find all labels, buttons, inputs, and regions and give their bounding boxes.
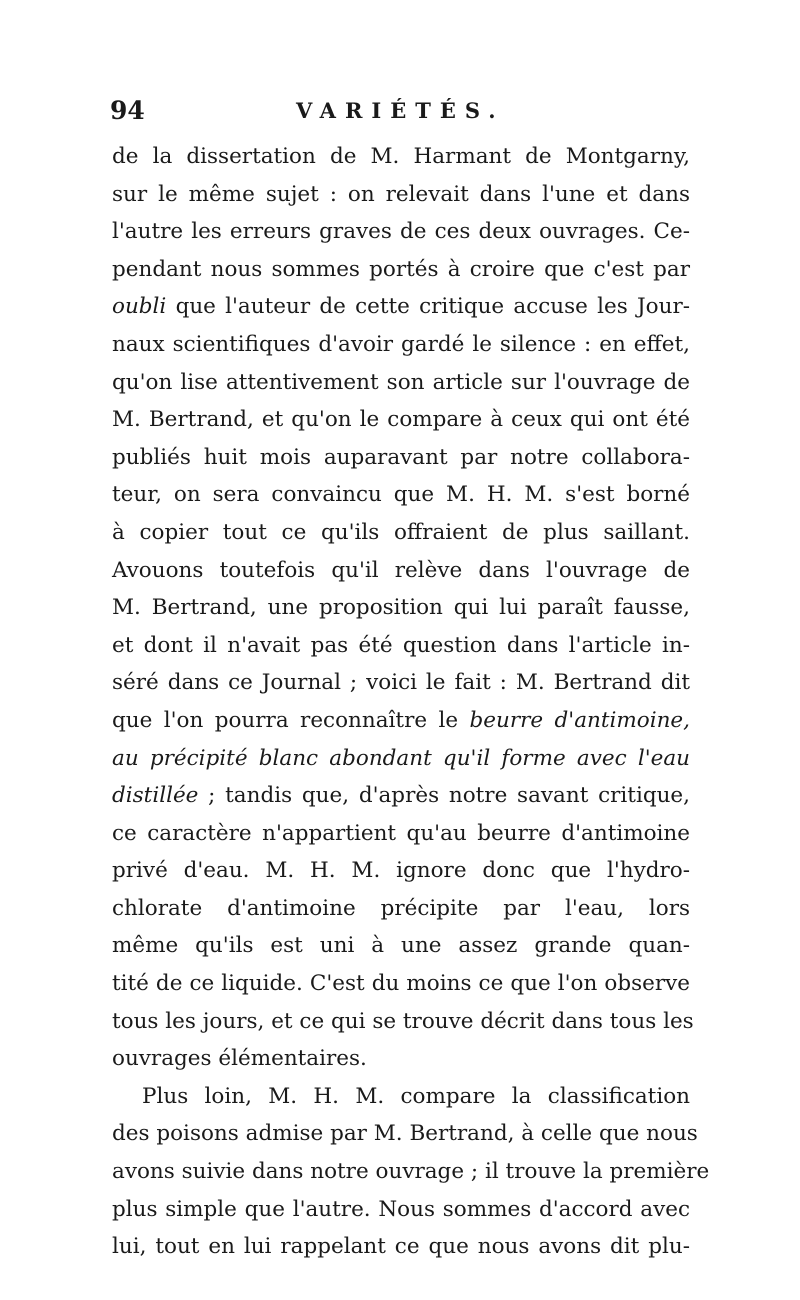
text-body xyxy=(112,138,710,1266)
text-line xyxy=(112,815,690,853)
text-line xyxy=(112,927,690,965)
line-text: naux scientifiques d'avoir gardé le silence : en effet, xyxy=(112,331,690,357)
line-text: chlorate d'antimoine précipite par l'eau, lors xyxy=(112,895,690,921)
text-line xyxy=(112,514,690,552)
line-text: M. Bertrand, une proposition qui lui paraît fausse, xyxy=(112,595,690,621)
line-text: sur le même sujet : on relevait dans l'une et dans xyxy=(112,181,690,207)
line-text: l'autre les erreurs graves de ces deux ouvrages. Ce- xyxy=(112,219,690,245)
line-text: teur, on sera convaincu que M. H. M. s'est borné xyxy=(112,482,690,508)
line-italic-text: au précipité blanc abondant qu'il forme avec l'eau xyxy=(112,745,690,771)
line-text: même qu'ils est uni à une assez grande quan- xyxy=(112,933,690,959)
text-line xyxy=(112,890,690,928)
text-line xyxy=(112,213,690,251)
line-text: M. Bertrand, et qu'on le compare à ceux qui ont été xyxy=(112,407,690,433)
text-line xyxy=(112,1003,694,1041)
text-line xyxy=(112,439,690,477)
line-text: ouvrages élémentaires. xyxy=(112,1046,367,1072)
text-line xyxy=(112,476,690,514)
line-text: ; tandis que, d'après notre savant critique, xyxy=(198,783,690,809)
text-line xyxy=(112,965,690,1003)
text-line xyxy=(112,1191,690,1229)
line-text: avons suivie dans notre ouvrage ; il trouve la première xyxy=(112,1159,710,1185)
text-line xyxy=(112,664,690,702)
text-line xyxy=(112,138,690,176)
text-line xyxy=(112,740,690,778)
line-text: qu'on lise attentivement son article sur l'ouvrage de xyxy=(112,369,690,395)
text-line xyxy=(112,589,690,627)
line-text: lui, tout en lui rappelant ce que nous avons dit plu- xyxy=(112,1234,690,1260)
text-line xyxy=(112,552,690,590)
line-text: que l'on pourra reconnaître le xyxy=(112,707,470,733)
line-text: à copier tout ce qu'ils offraient de plus saillant. xyxy=(112,519,690,545)
line-text: séré dans ce Journal ; voici le fait : M. Bertrand dit xyxy=(112,670,690,696)
text-line xyxy=(112,1153,710,1191)
text-line xyxy=(112,251,690,289)
text-line xyxy=(112,627,690,665)
text-line xyxy=(112,1115,698,1153)
line-text: pendant nous sommes portés à croire que c'est par xyxy=(112,256,690,282)
line-text: Plus loin, M. H. M. compare la classification xyxy=(142,1083,690,1109)
line-text: tous les jours, et ce qui se trouve décrit dans tous les xyxy=(112,1008,694,1034)
line-text: ce caractère n'appartient qu'au beurre d'antimoine xyxy=(112,820,690,846)
text-line xyxy=(112,288,690,326)
line-text: Avouons toutefois qu'il relève dans l'ouvrage de xyxy=(112,557,690,583)
text-line xyxy=(112,777,690,815)
text-line xyxy=(112,1040,690,1078)
text-line xyxy=(112,1078,690,1116)
line-italic-text: beurre d'antimoine, xyxy=(469,707,690,733)
text-line xyxy=(112,326,690,364)
line-text: que l'auteur de cette critique accuse les Jour- xyxy=(166,294,690,320)
line-text: publiés huit mois auparavant par notre collabora- xyxy=(112,444,690,470)
text-line xyxy=(112,364,690,402)
page-number: 94 xyxy=(110,96,145,125)
page-header xyxy=(110,96,690,130)
text-line xyxy=(112,176,690,214)
text-line xyxy=(112,401,690,439)
line-text: des poisons admise par M. Bertrand, à celle que nous xyxy=(112,1121,698,1147)
line-italic-text: oubli xyxy=(112,294,167,320)
line-text: tité de ce liquide. C'est du moins ce que l'on observe xyxy=(112,971,690,997)
running-title: VARIÉTÉS. xyxy=(296,98,505,123)
text-line xyxy=(112,852,690,890)
text-line xyxy=(112,702,690,740)
line-text: privé d'eau. M. H. M. ignore donc que l'hydro- xyxy=(112,858,690,884)
line-text: et dont il n'avait pas été question dans l'article in- xyxy=(112,632,690,658)
line-text: plus simple que l'autre. Nous sommes d'accord avec xyxy=(112,1196,690,1222)
line-text: de la dissertation de M. Harmant de Montgarny, xyxy=(112,144,690,169)
line-italic-text: distillée xyxy=(112,783,199,809)
text-line xyxy=(112,1228,690,1266)
